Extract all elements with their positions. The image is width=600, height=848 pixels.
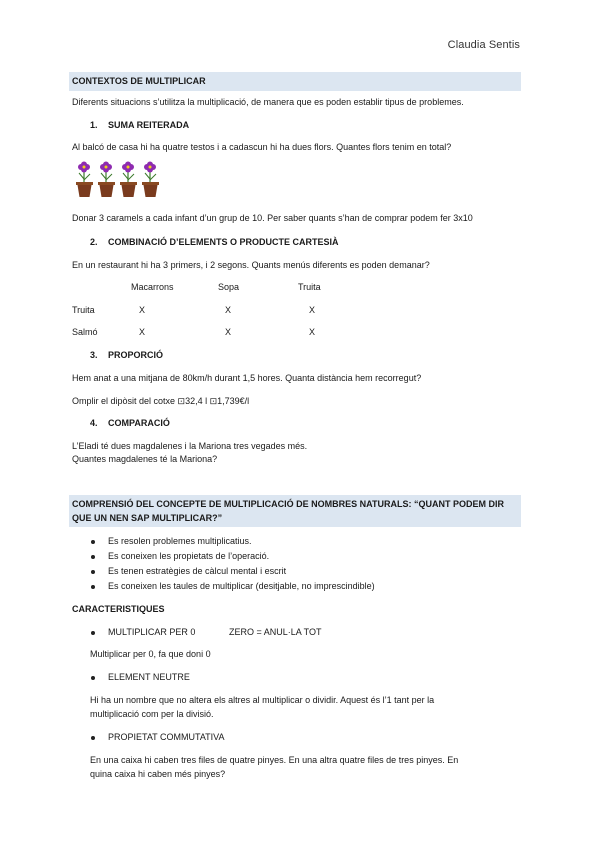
bullet-dot [91,736,95,740]
item3-title: PROPORCIÓ [108,350,164,360]
item1-title: SUMA REITERADA [108,120,190,130]
section2-title-line1: COMPRENSIÓ DEL CONCEPTE DE MULTIPLICACIÓ DE NOMBRES NATURALS: “QUANT PODEM DIR [72,499,505,509]
list-item: Es resolen problemes multiplicatius. [108,536,252,546]
item2-number: 2. [90,237,98,247]
item1-text: Al balcó de casa hi ha quatre testos i a cadascun hi ha dues flors. Quantes flors tenim en total? [72,142,452,152]
characteristic-text: multiplicació com per la divisió. [90,709,214,719]
table-cell: X [309,305,316,315]
table-cell: X [309,327,316,337]
characteristic-label: MULTIPLICAR PER 0 [108,627,196,637]
bullet-dot [91,555,95,559]
item3-text-2: Omplir el dipòsit del cotxe ⊡32,4 l ⊡1,739€/l [72,396,250,406]
bullet-dot [91,676,95,680]
item4-title: COMPARACIÓ [108,418,170,428]
table-col-header: Sopa [218,282,240,292]
bullet-dot [91,570,95,574]
characteristic-text: quina caixa hi caben més pinyes? [90,769,226,779]
characteristic-extra: ZERO = ANUL·LA TOT [229,627,322,637]
list-item: Es tenen estratègies de càlcul mental i escrit [108,566,287,576]
section2-title-line2: QUE UN NEN SAP MULTIPLICAR?” [72,513,223,523]
characteristic-text: Multiplicar per 0, fa que doni 0 [90,649,211,659]
author-name: Claudia Sentis [447,39,520,51]
table-col-header: Truita [298,282,321,292]
item2-text: En un restaurant hi ha 3 primers, i 2 segons. Quants menús diferents es poden demanar? [72,260,430,270]
item1-number: 1. [90,120,98,130]
flower-pots-icon [75,163,165,199]
characteristic-label: PROPIETAT COMMUTATIVA [108,732,225,742]
table-cell: X [225,305,232,315]
item3-text: Hem anat a una mitjana de 80km/h durant 1,5 hores. Quanta distància hem recorregut? [72,373,422,383]
item3-number: 3. [90,350,98,360]
item2-title: COMBINACIÓ D’ELEMENTS O PRODUCTE CARTESIÀ [108,237,339,247]
flower-pots-image [75,163,165,199]
characteristic-label: ELEMENT NEUTRE [108,672,190,682]
characteristics-title: CARACTERISTIQUES [72,604,165,614]
bullet-dot [91,631,95,635]
bullet-dot [91,585,95,589]
table-cell: X [225,327,232,337]
table-row-label: Truita [72,305,95,315]
section1-intro: Diferents situacions s’utilitza la multiplicació, de manera que es poden establir tipus de problemes. [72,97,464,107]
characteristic-text: Hi ha un nombre que no altera els altres al multiplicar o dividir. Aquest és l’1 tant per la [90,695,435,705]
table-col-header: Macarrons [131,282,174,292]
list-item: Es coneixen les taules de multiplicar (desitjable, no imprescindible) [108,581,375,591]
item4-text-2: Quantes magdalenes té la Mariona? [72,454,218,464]
table-row-label: Salmó [72,327,98,337]
table-cell: X [139,305,146,315]
item1-after-image-text: Donar 3 caramels a cada infant d’un grup de 10. Per saber quants s’han de comprar podem fer 3x10 [72,213,473,223]
bullet-dot [91,540,95,544]
characteristic-text: En una caixa hi caben tres files de quatre pinyes. En una altra quatre files de tres pinyes. En [90,755,459,765]
section1-title: CONTEXTOS DE MULTIPLICAR [72,76,206,86]
item4-number: 4. [90,418,98,428]
item4-text: L’Eladi té dues magdalenes i la Mariona tres vegades més. [72,441,308,451]
list-item: Es coneixen les propietats de l’operació. [108,551,270,561]
table-cell: X [139,327,146,337]
